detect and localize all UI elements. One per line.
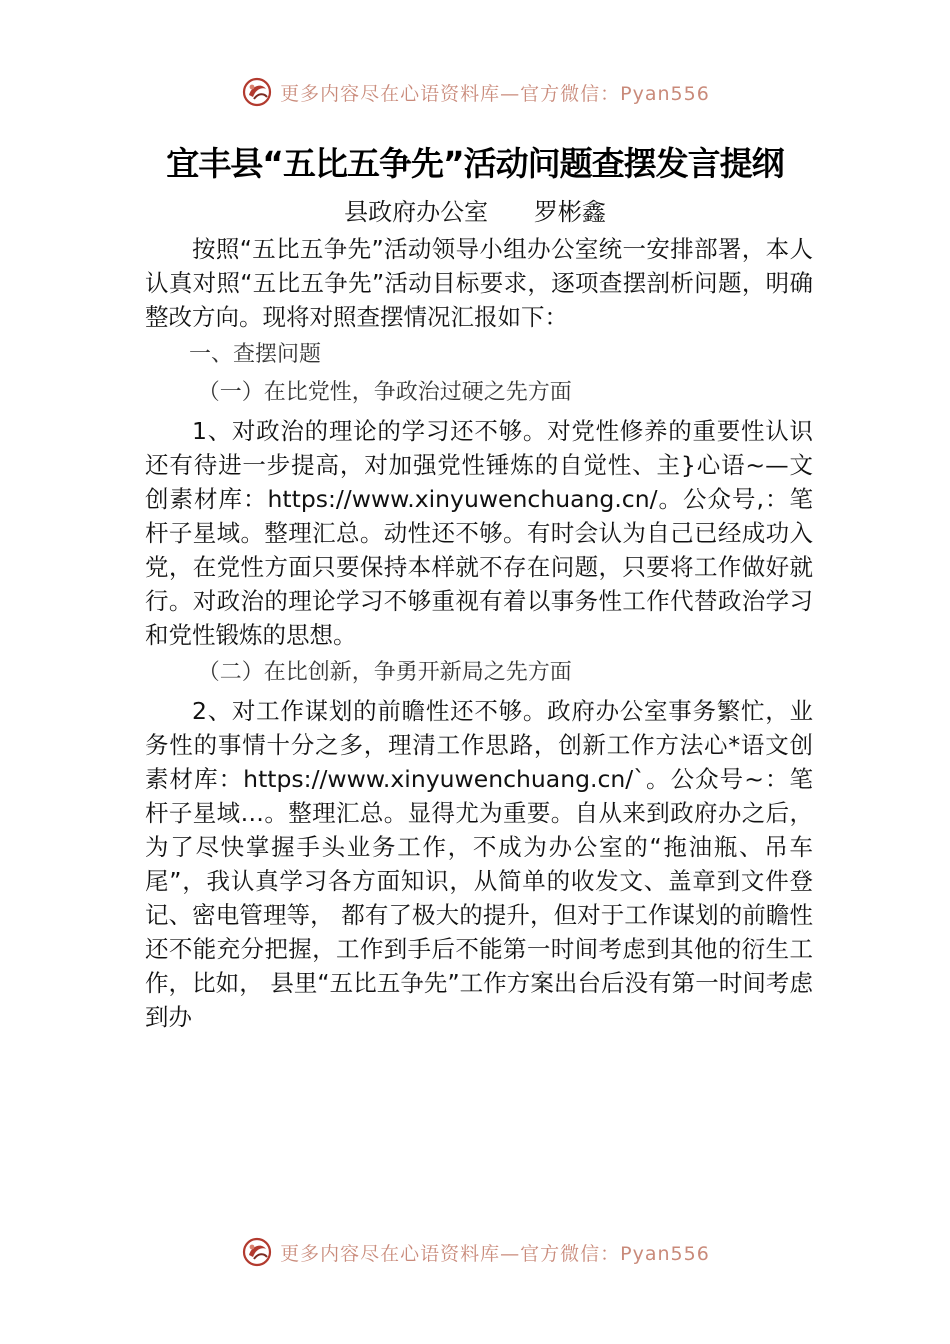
watermark-wechat-id: Pyan556 [620,1242,710,1265]
watermark-text: 更多内容尽在心语资料库—官方微信：Pyan556 [280,82,710,105]
subsection-heading-2: （二）在比创新，争勇开新局之先方面 [197,660,572,685]
watermark-text: 更多内容尽在心语资料库—官方微信：Pyan556 [280,1242,710,1265]
document-byline: 县政府办公室 罗彬鑫 [344,198,606,226]
section-heading: 一、查摆问题 [189,342,322,367]
flower-logo-icon [240,75,274,109]
body-paragraph-2: 2、对工作谋划的前瞻性还不够。政府办公室事务繁忙，业务性的事情十分之多，理清工作思路，创新工作方法心*语文创素材库：https://www.xinyuwenchuang.cn/`。公众号~：笔杆子星域…。整理汇总。显得尤为重要。自从来到政府办之后，为了尽快掌握手头业务工作，不成为办公室的“拖油瓶、吊车尾”，我认真学习各方面知识，从简单的收发文、盖章到文件登记、密电管理等， 都有了极大的提升，但对于工作谋划的前瞻性还不能充分把握，工作到手后不能第一时间考虑到其他的衍生工作，比如， 县里“五比五争先”工作方案出台后没有第一时间考虑到办 [145,697,813,1031]
intro-paragraph: 按照“五比五争先”活动领导小组办公室统一安排部署，本人认真对照“五比五争先”活动目标要求，逐项查摆剖析问题，明确整改方向。现将对照查摆情况汇报如下： [145,235,813,331]
watermark-banner-bottom [0,1232,950,1272]
document-body [145,232,813,1034]
body-paragraph-1: 1、对政治的理论的学习还不够。对党性修养的重要性认识还有待进一步提高，对加强党性锤炼的自觉性、主}心语~—文创素材库：https://www.xinyuwenchuang.cn/。公众号,：笔杆子星域。整理汇总。动性还不够。有时会认为自己已经成功入党，在党性方面只要保持本样就不存在问题，只要将工作做好就行。对政治的理论学习不够重视有着以事务性工作代替政治学习和党性锻炼的思想。 [145,417,813,649]
watermark-wechat-id: Pyan556 [620,82,710,105]
watermark-banner-top [0,72,950,112]
subsection-heading-1: （一）在比党性，争政治过硬之先方面 [197,380,572,405]
flower-logo-icon [240,1235,274,1269]
document-title: 宜丰县“五比五争先”活动问题查摆发言提纲 [166,144,784,183]
